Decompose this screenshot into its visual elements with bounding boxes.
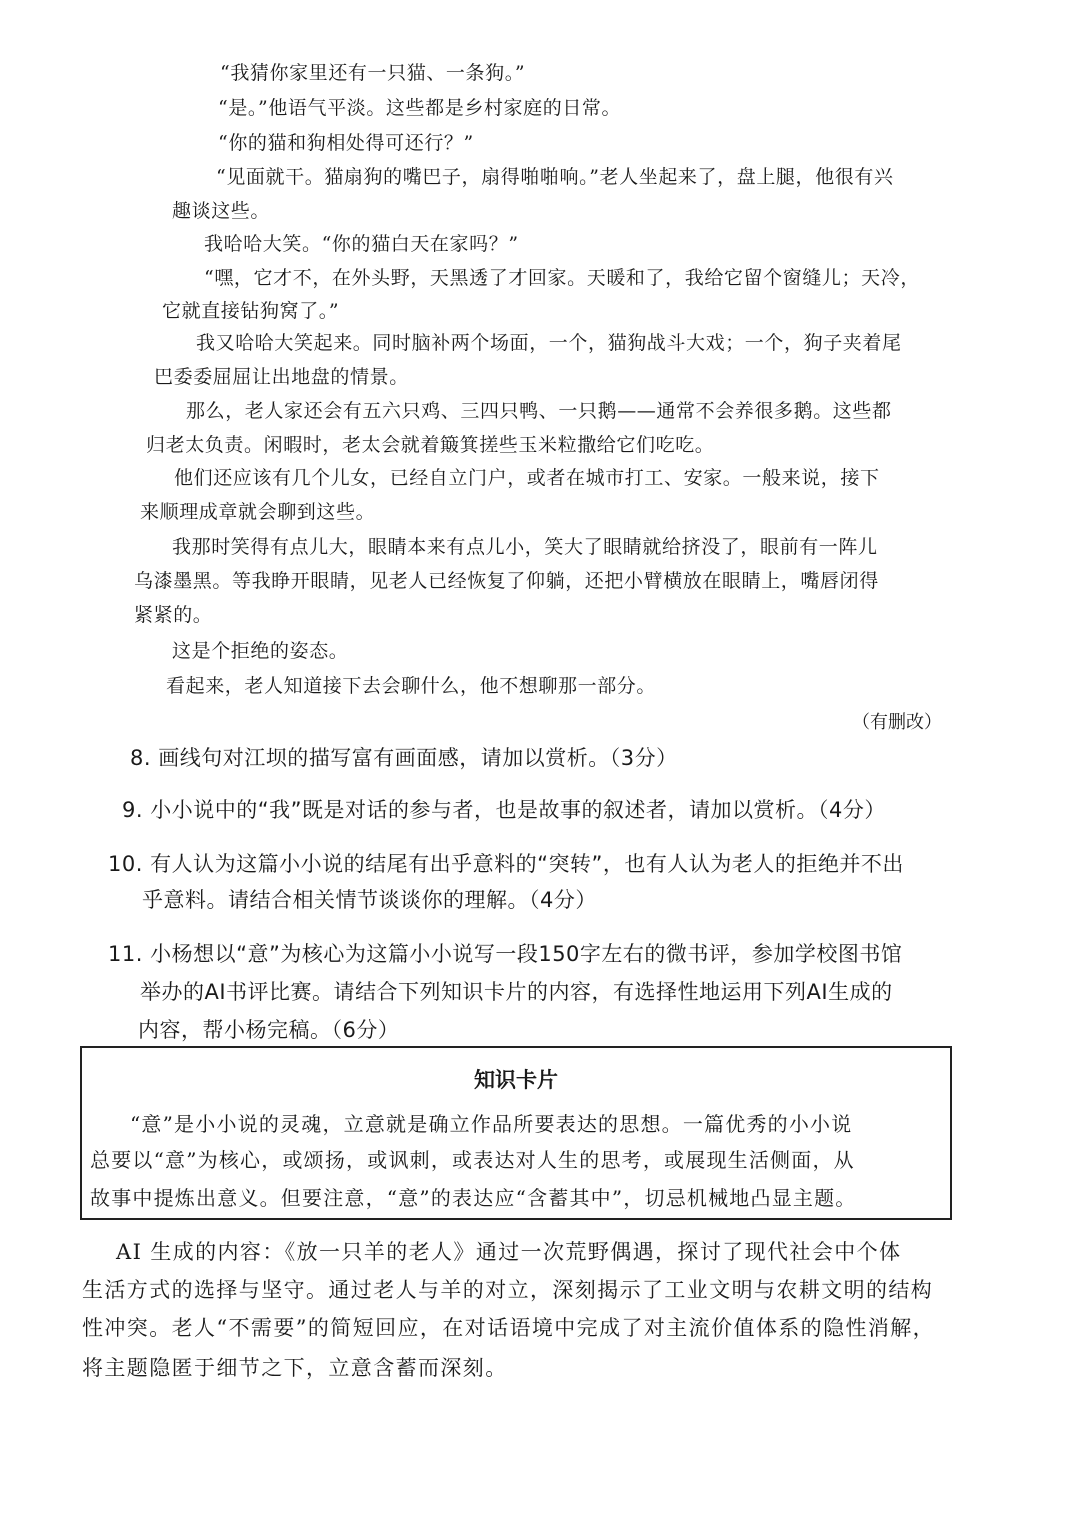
ai-content-line: AI 生成的内容：《放一只羊的老人》通过一次荒野偶遇，探讨了现代社会中个体 xyxy=(116,1240,902,1264)
story-line: 趣谈这些。 xyxy=(172,200,271,222)
knowledge-card-title: 知识卡片 xyxy=(474,1068,558,1092)
story-line: 他们还应该有几个儿女，已经自立门户，或者在城市打工、安家。一般来说，接下 xyxy=(174,467,880,489)
ai-content-line: 生活方式的选择与坚守。通过老人与羊的对立，深刻揭示了工业文明与农耕文明的结构 xyxy=(82,1278,934,1302)
story-line: 我那时笑得有点儿大，眼睛本来有点儿小，笑大了眼睛就给挤没了，眼前有一阵儿 xyxy=(172,536,878,558)
story-line: 紧紧的。 xyxy=(134,604,213,626)
question-10-line-1: 10. 有人认为这篇小小说的结尾有出乎意料的“突转”，也有人认为老人的拒绝并不出 xyxy=(108,852,904,876)
knowledge-card-line: 故事中提炼出意义。但要注意，“意”的表达应“含蓄其中”，切忌机械地凸显主题。 xyxy=(90,1186,857,1210)
story-line: 我又哈哈大笑起来。同时脑补两个场面，一个，猫狗战斗大戏；一个，狗子夹着尾 xyxy=(196,332,902,354)
question-9: 9. 小小说中的“我”既是对话的参与者，也是故事的叙述者，请加以赏析。（4分） xyxy=(122,798,886,822)
knowledge-card-line: “意”是小小说的灵魂，立意就是确立作品所要表达的思想。一篇优秀的小小说 xyxy=(130,1112,853,1136)
story-line: 归老太负责。闲暇时，老太会就着簸箕搓些玉米粒撒给它们吃吃。 xyxy=(146,434,715,456)
story-line: 我哈哈大笑。“你的猫白天在家吗？” xyxy=(204,233,519,255)
question-8: 8. 画线句对江坝的描写富有画面感，请加以赏析。（3分） xyxy=(130,746,678,770)
story-line: 看起来，老人知道接下去会聊什么，他不想聊那一部分。 xyxy=(166,675,657,697)
knowledge-card xyxy=(80,1046,952,1220)
question-11-line-2: 举办的AI书评比赛。请结合下列知识卡片的内容，有选择性地运用下列AI生成的 xyxy=(140,980,893,1004)
source-note: （有删改） xyxy=(852,712,942,733)
question-11-line-3: 内容，帮小杨完稿。（6分） xyxy=(138,1018,400,1042)
story-line: 巴委委屈屈让出地盘的情景。 xyxy=(154,366,409,388)
story-line: “见面就干。猫扇狗的嘴巴子，扇得啪啪响。”老人坐起来了，盘上腿，他很有兴 xyxy=(216,166,894,188)
story-line: 来顺理成章就会聊到这些。 xyxy=(140,501,376,523)
question-11-line-1: 11. 小杨想以“意”为核心为这篇小小说写一段150字左右的微书评，参加学校图书馆 xyxy=(108,942,903,966)
ai-content-line: 性冲突。老人“不需要”的简短回应，在对话语境中完成了对主流价值体系的隐性消解， xyxy=(82,1316,936,1340)
knowledge-card-line: 总要以“意”为核心，或颂扬，或讽刺，或表达对人生的思考，或展现生活侧面，从 xyxy=(90,1148,855,1172)
question-10-line-2: 乎意料。请结合相关情节谈谈你的理解。（4分） xyxy=(142,888,597,912)
story-line: 这是个拒绝的姿态。 xyxy=(172,640,349,662)
story-line: 乌漆墨黑。等我睁开眼睛，见老人已经恢复了仰躺，还把小臂横放在眼睛上，嘴唇闭得 xyxy=(134,570,879,592)
ai-content-line: 将主题隐匿于细节之下，立意含蓄而深刻。 xyxy=(82,1356,508,1380)
story-line: 它就直接钻狗窝了。” xyxy=(162,300,340,322)
story-line: “是。”他语气平淡。这些都是乡村家庭的日常。 xyxy=(218,97,622,119)
story-line: “我猜你家里还有一只猫、一条狗。” xyxy=(220,62,526,84)
story-line: “你的猫和狗相处得可还行？” xyxy=(218,132,474,154)
story-line: 那么，老人家还会有五六只鸡、三四只鸭、一只鹅——通常不会养很多鹅。这些都 xyxy=(186,400,892,422)
story-line: “嘿，它才不，在外头野，天黑透了才回家。天暖和了，我给它留个窗缝儿；天冷， xyxy=(204,267,920,289)
